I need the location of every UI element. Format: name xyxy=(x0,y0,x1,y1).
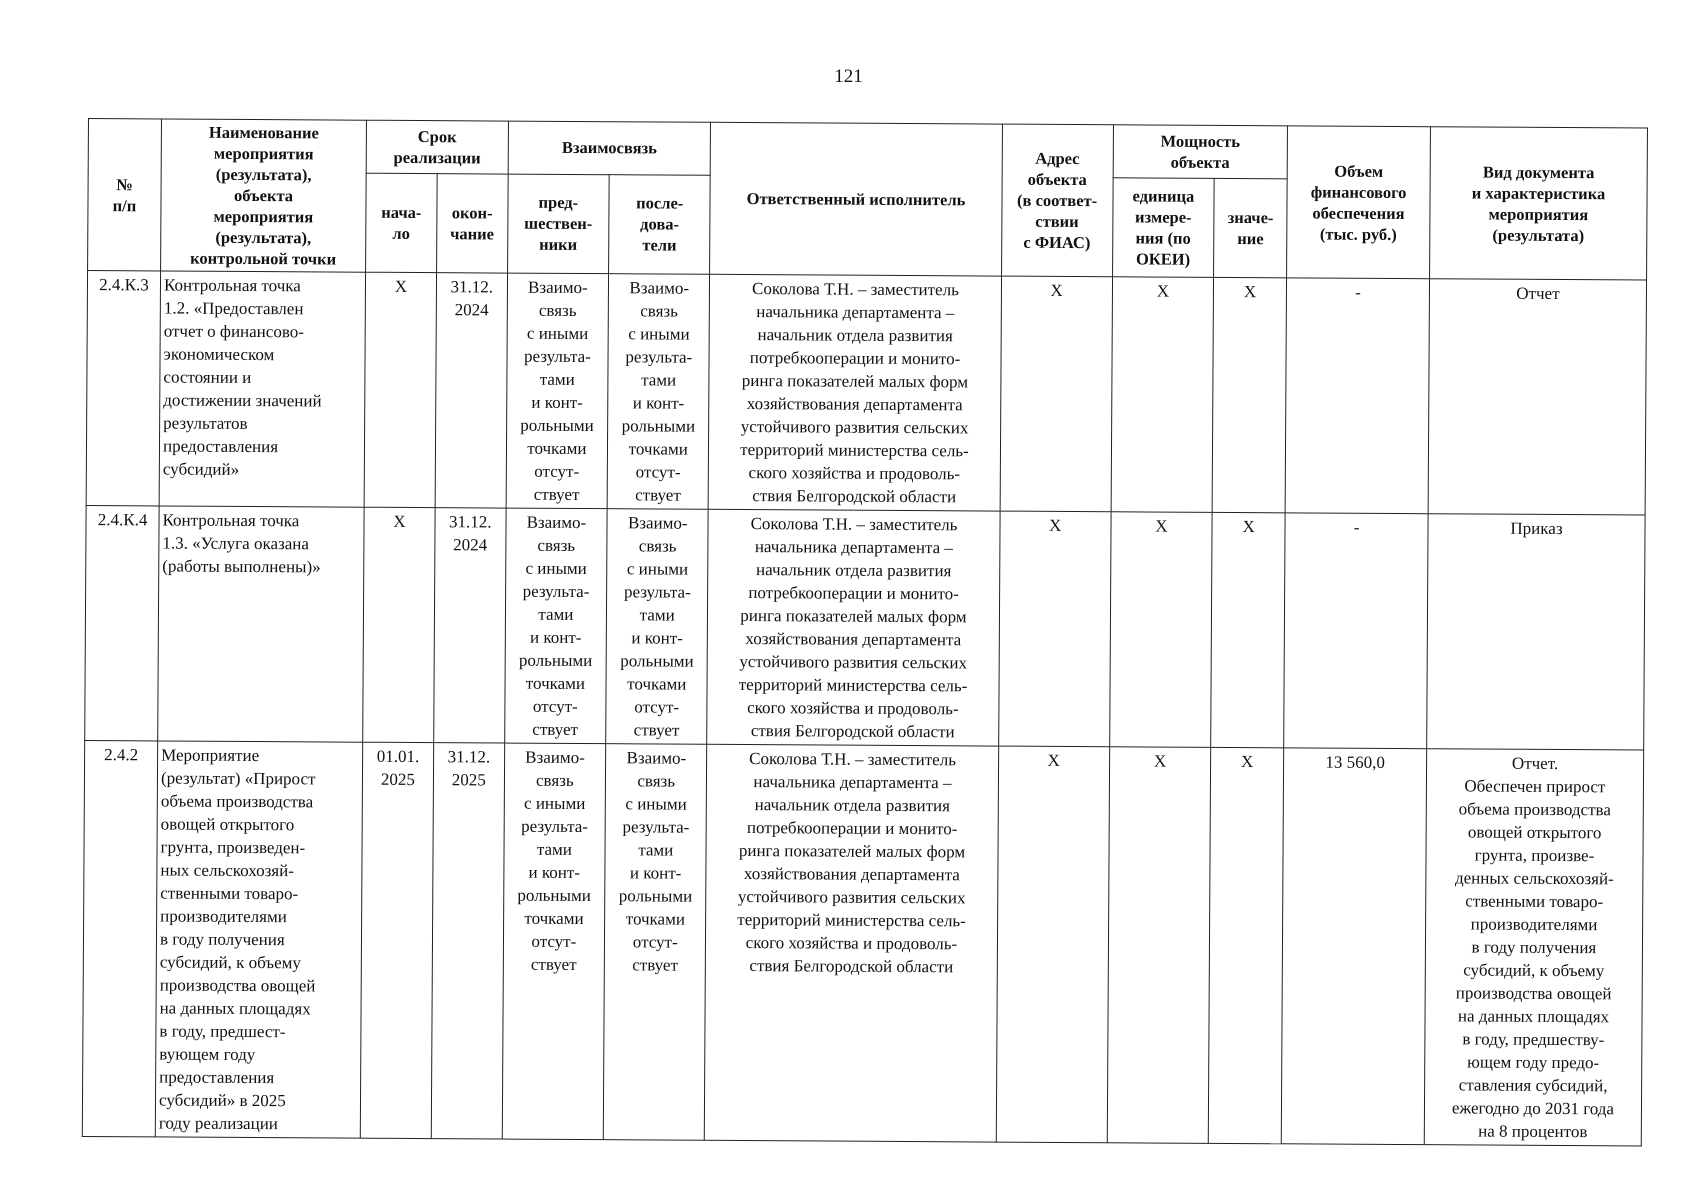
header-name: Наименование мероприятия (результата), объекта мероприятия (результата), контрольной точки xyxy=(161,119,367,272)
row-name: Контрольная точка 1.3. «Услуга оказана (работы выполнены)» xyxy=(158,506,364,742)
table-row xyxy=(85,505,1645,750)
row-address: X xyxy=(1000,276,1113,512)
row-address: X xyxy=(996,746,1110,1143)
header-address: Адрес объекта (в соответ- ствии с ФИАС) xyxy=(1001,124,1113,277)
header-doc-type: Вид документа и характеристика мероприятия (результата) xyxy=(1429,127,1647,280)
row-responsible: Соколова Т.Н. – заместитель начальника департамента – начальник отдела развития потребкооперации и монито- ринга показателей малых форм хозяйствования департамента устойчивого развития сельских территорий министерства сель- ского хозяйства и продоволь- ствия Белгородской области xyxy=(709,274,1002,511)
header-term: Срок реализации xyxy=(366,120,508,173)
table-row xyxy=(82,740,1643,1146)
row-end: 31.12. 2024 xyxy=(435,273,507,508)
row-responsible: Соколова Т.Н. – заместитель начальника департамента – начальник отдела развития потребкооперации и монито- ринга показателей малых форм хозяйствования департамента устойчивого развития сельских территорий министерства сель- ского хозяйства и продоволь- ствия Белгородской области xyxy=(705,744,998,1142)
header-start: нача- ло xyxy=(366,173,437,273)
row-start: X xyxy=(364,272,436,507)
row-end: 31.12. 2024 xyxy=(434,508,506,743)
header-successors: после- дова- тели xyxy=(609,174,711,274)
header-value: значе- ние xyxy=(1214,178,1288,278)
row-predecessors: Взаимо- связь с иными результа- тами и конт- рольными точками отсут- ствует xyxy=(504,508,607,744)
row-responsible: Соколова Т.Н. – заместитель начальника департамента – начальник отдела развития потребкооперации и монито- ринга показателей малых форм хозяйствования департамента устойчивого развития сельских территорий министерства сель- ского хозяйства и продоволь- ствия Белгородской области xyxy=(707,509,1000,746)
row-num: 2.4.К.3 xyxy=(86,271,160,506)
header-link: Взаимосвязь xyxy=(508,121,711,175)
row-doc-type: Отчет. Обеспечен прирост объема производства овощей открытого грунта, произве- денных сельскохозяй- ственными товаро- производителями в году получения субсидий, к объему производства овощей на данных площадях в году, предшеству- ющем году предо- ставления субсидий, ежегодно до 2031 года на 8 процентов xyxy=(1424,749,1643,1146)
row-unit: X xyxy=(1111,277,1214,513)
row-unit: X xyxy=(1107,747,1211,1144)
row-funding: - xyxy=(1285,278,1429,514)
header-funding: Объем финансового обеспечения (тыс. руб.) xyxy=(1287,126,1431,279)
row-successors: Взаимо- связь с иными результа- тами и конт- рольными точками отсут- ствует xyxy=(606,509,709,745)
row-unit: X xyxy=(1109,512,1212,748)
header-capacity: Мощность объекта xyxy=(1113,125,1288,179)
row-predecessors: Взаимо- связь с иными результа- тами и конт- рольными точками отсут- ствует xyxy=(502,743,606,1140)
row-name: Контрольная точка 1.2. «Предоставлен отчет о финансово- экономическом состоянии и достижении значений результатов предоставления субсидий» xyxy=(159,271,365,507)
row-end: 31.12. 2025 xyxy=(431,743,504,1139)
row-value: X xyxy=(1211,512,1285,747)
row-value: X xyxy=(1212,277,1286,512)
row-start: X xyxy=(363,507,435,742)
header-num: № п/п xyxy=(88,119,162,271)
row-name: Мероприятие (результат) «Прирост объема производства овощей открытого грунта, произведен- ных сельскохозяй- ственными товаро- производителями в году получения субсидий, к объему производства овощей на данных площадях в году, предшест- вующем году предоставления субсидий» в 2025 году реализации xyxy=(155,741,362,1138)
plan-table xyxy=(82,118,1648,1147)
row-address: X xyxy=(998,511,1111,747)
row-predecessors: Взаимо- связь с иными результа- тами и конт- рольными точками отсут- ствует xyxy=(506,273,609,509)
header-unit: единица измере- ния (по ОКЕИ) xyxy=(1112,177,1214,277)
row-doc-type: Отчет xyxy=(1428,279,1646,515)
row-successors: Взаимо- связь с иными результа- тами и конт- рольными точками отсут- ствует xyxy=(603,744,707,1141)
header-predecessors: пред- шествен- ники xyxy=(507,174,609,274)
page-number: 121 xyxy=(834,66,863,87)
row-num: 2.4.К.4 xyxy=(85,505,159,740)
row-num: 2.4.2 xyxy=(82,740,157,1136)
row-value: X xyxy=(1208,747,1283,1143)
header-responsible: Ответственный исполнитель xyxy=(710,122,1002,276)
row-funding: 13 560,0 xyxy=(1281,748,1426,1145)
row-funding: - xyxy=(1284,513,1428,749)
table-row xyxy=(86,271,1646,516)
row-doc-type: Приказ xyxy=(1427,514,1645,750)
row-successors: Взаимо- связь с иными результа- тами и конт- рольными точками отсут- ствует xyxy=(607,274,710,510)
header-row-1 xyxy=(88,119,1647,181)
row-start: 01.01. 2025 xyxy=(360,742,433,1138)
header-end: окон- чание xyxy=(436,173,507,273)
